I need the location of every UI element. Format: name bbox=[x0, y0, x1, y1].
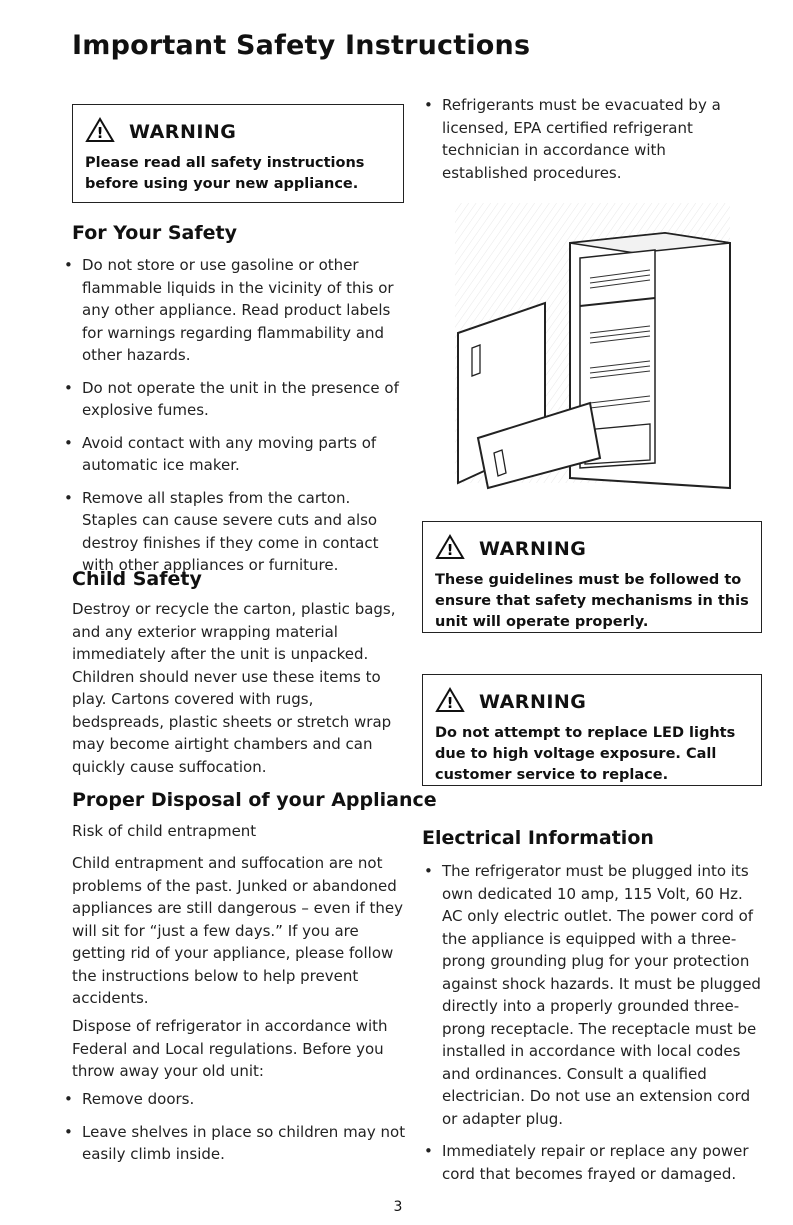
warning-box-led bbox=[422, 674, 762, 786]
disposal-subheading: Risk of child entrapment bbox=[72, 822, 257, 840]
list-item: • Leave shelves in place so children may not easily climb inside. bbox=[62, 1121, 407, 1166]
section-heading-child-safety: Child Safety bbox=[72, 568, 202, 590]
section-heading-electrical: Electrical Information bbox=[422, 827, 654, 849]
for-your-safety-list bbox=[62, 254, 407, 587]
list-item: • Remove doors. bbox=[62, 1088, 407, 1111]
section-heading-for-your-safety: For Your Safety bbox=[72, 222, 237, 244]
svg-text:!: ! bbox=[446, 694, 454, 712]
warning-text: Do not attempt to replace LED lights due to high voltage exposure. Call customer service to replace. bbox=[435, 725, 736, 783]
warning-triangle-icon bbox=[435, 687, 465, 717]
svg-text:!: ! bbox=[446, 541, 454, 559]
warning-heading: WARNING bbox=[479, 691, 587, 713]
warning-triangle-icon bbox=[435, 534, 465, 564]
list-item: • Avoid contact with any moving parts of automatic ice maker. bbox=[62, 432, 407, 477]
warning-triangle-icon bbox=[85, 117, 115, 147]
warning-heading: WARNING bbox=[129, 121, 237, 143]
page-number: 3 bbox=[393, 1199, 403, 1215]
warning-text: These guidelines must be followed to ensure that safety mechanisms in this unit will operate properly. bbox=[435, 572, 749, 630]
list-item: • The refrigerator must be plugged into its own dedicated 10 amp, 115 Volt, 60 Hz. AC only electric outlet. The power cord of the appliance is equipped with a three-prong grounding plug for your protection against shock hazards. It must be plugged directly into a properly grounded three-prong receptacle. The receptacle must be installed in accordance with local codes and ordinances. Consult a qualified electrician. Do not use an extension cord or adapter plug. bbox=[422, 860, 767, 1130]
list-item: • Refrigerants must be evacuated by a licensed, EPA certified refrigerant technician in accordance with established procedures. bbox=[422, 94, 742, 184]
list-item: • Remove all staples from the carton. Staples can cause severe cuts and also destroy finishes if they come in contact with other appliances or furniture. bbox=[62, 487, 407, 577]
list-item: • Do not store or use gasoline or other flammable liquids in the vicinity of this or any other appliance. Read product labels for warnings regarding flammability and other hazards. bbox=[62, 254, 407, 367]
disposal-paragraph-1: Child entrapment and suffocation are not problems of the past. Junked or abandoned appliances are still dangerous – even if they will sit for “just a few days.” If you are getting rid of your appliance, please follow the instructions below to help prevent accidents. bbox=[72, 854, 403, 1007]
warning-box-guidelines bbox=[422, 521, 762, 633]
refrigerants-list bbox=[422, 94, 742, 194]
warning-heading: WARNING bbox=[479, 538, 587, 560]
list-item: • Immediately repair or replace any power cord that becomes frayed or damaged. bbox=[422, 1140, 767, 1185]
warning-text: Please read all safety instructions before using your new appliance. bbox=[85, 155, 365, 192]
child-safety-paragraph: Destroy or recycle the carton, plastic bags, and any exterior wrapping material immediately after the unit is unpacked. Children should never use these items to play. Cartons covered with rugs, bedspreads, plastic sheets or stretch wrap may become airtight chambers and can quickly cause suffocation. bbox=[72, 600, 396, 776]
electrical-list bbox=[422, 860, 767, 1195]
list-item: • Do not operate the unit in the presence of explosive fumes. bbox=[62, 377, 407, 422]
disposal-paragraph-2: Dispose of refrigerator in accordance with Federal and Local regulations. Before you throw away your old unit: bbox=[72, 1017, 388, 1080]
section-heading-disposal: Proper Disposal of your Appliance bbox=[72, 789, 437, 811]
page-title: Important Safety Instructions bbox=[72, 30, 531, 61]
disposal-list bbox=[62, 1088, 407, 1176]
warning-box-read-instructions bbox=[72, 104, 404, 203]
svg-text:!: ! bbox=[96, 124, 104, 142]
refrigerator-illustration bbox=[450, 198, 735, 498]
